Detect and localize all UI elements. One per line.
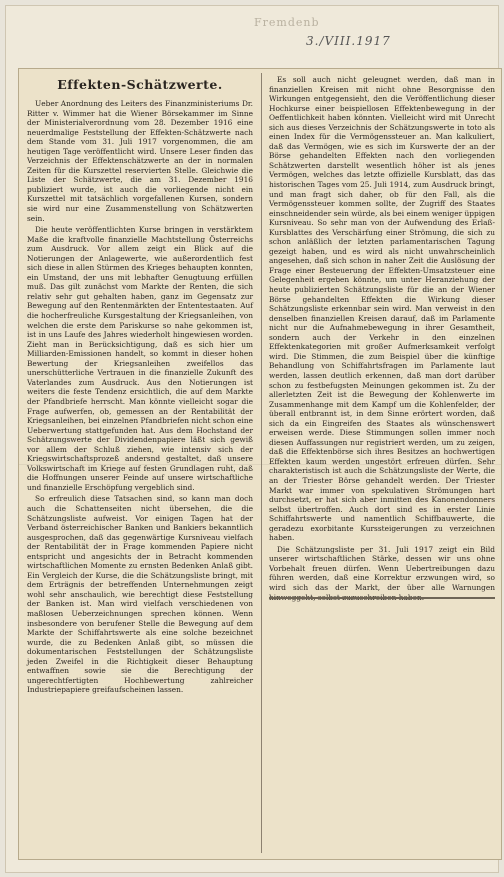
handwritten-date: 3./VIII.1917 [306, 34, 391, 48]
newspaper-clipping [18, 68, 502, 860]
article-paragraph: Die Schätzungsliste per 31. Juli 1917 zeigt ein Bild unserer wirtschaftlichen Stärke, dessen wir uns ohne Vorbehalt freuen dürfen. Wenn Uebertreibungen dazu führen werden, daß eine Korrektur erzwungen wird, so wird sich das der Markt, der über alle Warnungen [269, 544, 495, 592]
article-paragraph: So erfreulich diese Tatsachen sind, so kann man doch auch die Schattenseiten nicht übersehen, die die Schätzungsliste aufweist. Vor einigen Tagen hat der Verband österreichischer Banken und Bankiers bekanntlich ausgesprochen, daß das gegenwärtige Kursniveau vielfach der Rentabilität der in Frage kommenden Papiere nicht entspricht und angesichts der in Betracht kommenden wirtschaftlichen Momente zu ernsten Bedenken Anlaß gibt. Ein Vergleich der Kurse, die die Schätzungsliste bringt, mit dem Erträgnis der betreffenden Unternehmungen zeigt wohl sehr anschaulich, wie berechtigt diese Feststellung der Banken ist. Man wird vielfach verschiedenen von maßlosen Ueberzeichnungen sprechen können. Wenn insbesondere von berufener Stelle die Bewegung auf dem Markte der Schiffahrtswerte als eine solche bezeichnet wurde, die zu Bedenken Anlaß gibt, so müssen die dokumentarischen Feststellungen der Schätzungsliste jeden Zweifel in die Richtigkeit dieser Behauptung entwaffnen sowie sie die Berechtigung der ungerechtfertigten Hochbewertung zahlreicher Industriepapiere greifaufscheinen lassen. [27, 494, 253, 695]
article-paragraph: Ueber Anordnung des Leiters des Finanzministeriums Dr. Ritter v. Wimmer hat die Wiener Börsekammer im Sinne der Ministerialverordnung vom 28. Dezember 1916 eine neuerdmalige Feststellung der Effekten-Schätzwerte nach dem Stande vom 31. Juli 1917 vorgenommen, die am heutigen Tage veröffentlicht wird. Unsere Leser finden das Verzeichnis der Effektenschätzwerte an der in normalen Zeiten für die Kurszettel reservierten Stelle. Gleichwie die Liste der Schätzwerte, die am 31. Dezember 1916 publiziert wurde, ist auch die vorliegende nicht ein Kurszettel mit tatsächlich vorgefallenen Kursen, sondern sie wird nur eine Zusammenstellung von Schätzwerten sein. [27, 99, 253, 223]
archive-stamp: Fremdenb [254, 16, 320, 29]
article-headline: Effekten-Schätzwerte. [57, 77, 223, 92]
article-paragraph: Die heute veröffentlichten Kurse bringen in verstärktem Maße die kraftvolle finanzielle Machtstellung Österreichs zum Ausdruck. Vor allem zeigt ein Blick auf die Notierungen der Anlagewerte, wie außerordentlich fest sich diese in allen Stürmen des Krieges behaupten konnten, ein Umstand, der uns mit lebhafter Genugtuung erfüllen muß. Das gilt zunächst vom Markte der Renten, die sich relativ sehr gut gehalten haben, ganz im Gegensatz zur Bewegung auf den Rentenmärkten der Ententestaaten. Auf die hocherfreuliche Kursgestaltung der Kriegsanleihen, von welchen die erste dem Pariskurse so nahe gekommen ist, ist in uns Laufe des Jahres wiederholt hingewiesen worden. Zieht man in Berücksichtigung, daß es sich hier um Milliarden-Emissionen handelt, so kommt in dieser hohen Bewertung der Kriegsanleihen zweifellos das unerschütterliche Vertrauen in die finanzielle Zukunft des Vaterlandes zum Ausdruck. Aus den Notierungen ist weiters die feste Tendenz ersichtlich, die auf dem Markte der Pfandbriefe herrscht. Man könnte vielleicht sogar die Frage aufwerfen, ob, gemessen an der Rentabilität der Kriegsanleihen, bei einzelnen Pfandbriefen nicht schon eine Ueberwertung stattgefunden hat. Aus dem Hochstand der Schätzungswerte der Dividendenpapiere läßt sich gewiß vor allem der Schluß ziehen, wie intensiv sich der Kriegswirtschaftsprozeß andersnd gestaltet, daß unsere Volkswirtschaft im Kriege auf festen Grundlagen ruht, daß die Hoffnungen unserer Feinde auf unsere wirtschaftliche und finanzielle Erschöpfung vergeblich sind. [27, 225, 253, 492]
article-paragraph: Es soll auch nicht geleugnet werden, daß man in finanziellen Kreisen mit nicht ohne Besorgnisse den Wirkungen entgegensieht, den die Veröffentlichung dieser Hochkurse einer beispiellosen Effektenbewegung in der Oeffentlichkeit haben könnten. Vielleicht wird mit Unrecht sich aus dieses Verzeichnis der Schätzungswerte in toto als einen Index für die Vermögenssteuer an. Man kalkuliert, daß das Vermögen, wie es sich im Kurswerte der an der Börse gehandelten Effekten nach den vorliegenden Schätzwerten darstellt wesentlich höher ist als jenes Vermögen, welches das letzte offizielle Kursblatt, das das historischen Tages vom 25. Juli 1914, zum Ausdruck bringt, und man fragt sich daher, ob für den Fall, als die Vermögenssteuer kommen sollte, der Zugriff des Staates einschneidender sein würde, als bei einem weniger üppigen Kursniveau. So sehr man von der Aufwendung des Erlaß-Kursblattes des Verschärfung einer Strömung, die sich zu schon anläßlich der letzten parlamentarischen Tagung gezeigt haben, und es wird als nicht unwahrscheinlich angesehen, daß sich schon in naher Zeit die Auslösung der Frage einer Besteuerung der Effekten-Umsatzsteuer eine Gelegenheit ergeben könnte, um unter Heranziehung der heute publizierten Schätzungsliste für die an der Wiener Börse gehandelten Effekten die Wirkung dieser Schätzungsliste erkennbar sein wird. Man verweist in den denselben finanziellen Kreisen darauf, daß im Parlamente nicht nur die Aufnahmebewegung in ihrer Gesamtheit, sondern auch der Verkehr in den einzelnen Effektenkategorien mit großer Aufmerksamkeit verfolgt wird. Die Stimmen, die zum Beispiel über die künftige Behandlung von Schiffahrtsfragen im Parlamente laut werden, lassen deutlich erkennen, daß man dort darüber schon zu festbefugsten Meinungen gekommen ist. Zu der allerletzten Zeit ist die Bewegung der Kohlenwerte im Zusammenhange mit dem Kampf um die Kohlenfelder, der überall entbrannt ist, in dem Sinne erörtert worden, daß sich da ein Eingreifen des Staates als wünschenswert erweisen werde. Diese Stimmungen sollen immer noch diesen Auffassungen nur registriert werden, um zu zeigen, daß die Effektenbörse sich ihres Besitzes an hochwertigen Effekten kaum werden ungestört erfreuen dürfen. Sehr charakteristisch ist auch die Schätzungsliste der Werte, die an der Triester Börse gehandelt werden. Der Triester Markt war immer von spekulativen Strömungen hart durchsetzt, er hat sich aber inmitten des Kanonendonners selbst übertroffen. Auch dort sind es in erster Linie Schiffahrtswerte und namentlich Schiffbauwerte, die geradezu exorbitante Kurssteigerungen zu verzeichnen haben. [269, 75, 495, 543]
article-right-column [269, 75, 495, 595]
column-divider [261, 73, 262, 853]
article-left-column [27, 75, 253, 850]
archive-sheet [6, 6, 498, 872]
article-end-rule [269, 597, 495, 599]
